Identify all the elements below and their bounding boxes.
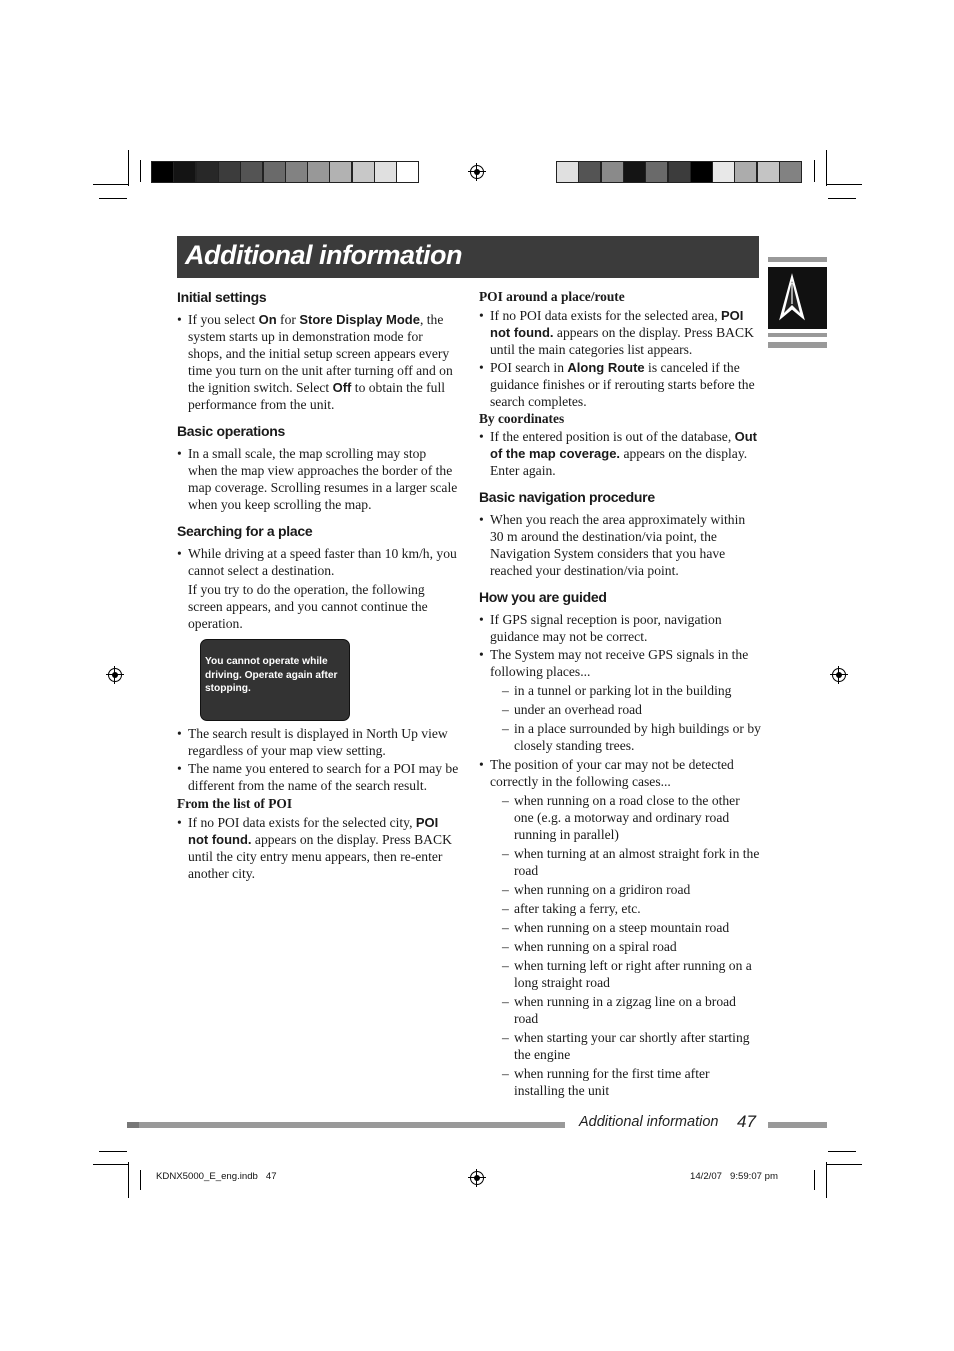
crop-mark xyxy=(140,1170,141,1190)
color-swatch xyxy=(712,161,735,183)
text: POI search in xyxy=(490,360,568,375)
dash-item: – when starting your car shortly after starting the engine xyxy=(502,1029,761,1063)
color-swatch xyxy=(285,161,308,183)
list-item xyxy=(177,545,459,632)
registration-mark-icon xyxy=(108,668,122,682)
color-swatch xyxy=(578,161,601,183)
side-tab xyxy=(768,257,827,348)
left-column-lower xyxy=(177,725,459,882)
sub-heading: POI around a place/route xyxy=(479,289,625,304)
dash-item: – after taking a ferry, etc. xyxy=(502,900,761,917)
section-heading: Searching for a place xyxy=(177,523,313,539)
crop-mark xyxy=(814,1170,815,1190)
footer-bar-left-dark xyxy=(127,1122,139,1128)
list-item xyxy=(479,359,761,410)
title-bar xyxy=(177,236,759,278)
crop-mark xyxy=(814,160,815,182)
footer-bar-right xyxy=(768,1122,827,1128)
color-swatch xyxy=(757,161,780,183)
ui-term: Out of the map coverage. xyxy=(490,429,758,461)
color-swatch xyxy=(690,161,713,183)
dash-item: – in a tunnel or parking lot in the building xyxy=(502,682,761,699)
ui-term: Along Route xyxy=(567,360,645,375)
section-heading: Basic navigation procedure xyxy=(479,489,655,505)
registration-mark-icon xyxy=(470,165,484,179)
sub-heading: From the list of POI xyxy=(177,796,293,811)
crop-mark xyxy=(826,150,827,186)
color-swatch xyxy=(668,161,691,183)
dash-item: – when running on a spiral road xyxy=(502,938,761,955)
dash-item: – when running on a gridiron road xyxy=(502,881,761,898)
text: appears on the display. Enter again. xyxy=(490,446,748,478)
places-list xyxy=(479,682,761,754)
cases-list xyxy=(479,792,761,1099)
screen-message: You cannot operate while driving. Operate again after stopping. xyxy=(205,656,338,694)
ui-term: Off xyxy=(332,380,352,395)
section-heading: How you are guided xyxy=(479,589,607,605)
crop-mark xyxy=(93,1164,129,1165)
color-swatch xyxy=(623,161,646,183)
dash-item: – in a place surrounded by high buildings or by closely standing trees. xyxy=(502,720,761,754)
list-item: • The name you entered to search for a POI may be different from the name of the search result. xyxy=(177,760,459,794)
text: , the system starts up in demonstration mode for shops, and the initial setup screen appears every time you turn on the unit after turning off and on the ignition switch. Select xyxy=(188,312,453,395)
dash-item: – when running on a road close to the other one (e.g. a motorway and ordinary road running in parallel) xyxy=(502,792,761,843)
list-item xyxy=(177,311,459,413)
color-swatch xyxy=(263,161,286,183)
section-heading: Initial settings xyxy=(177,289,267,305)
ui-term: POI not found. xyxy=(490,308,744,340)
color-swatch xyxy=(601,161,624,183)
text: is canceled if the guidance finishes or if rerouting starts before the search completes. xyxy=(490,360,755,409)
text: If no POI data exists for the selected area, xyxy=(490,308,722,323)
right-column xyxy=(479,288,761,1099)
crop-mark xyxy=(128,150,129,186)
ui-term: Store Display Mode xyxy=(299,312,420,327)
ui-term: On xyxy=(258,312,277,327)
registration-mark-icon xyxy=(470,1171,484,1185)
crop-mark xyxy=(828,1151,856,1152)
list-item xyxy=(479,307,761,358)
crop-mark xyxy=(128,1162,129,1198)
dash-item: – when turning left or right after running on a long straight road xyxy=(502,957,761,991)
ui-term: POI not found. xyxy=(188,815,439,847)
crop-mark xyxy=(140,160,141,182)
color-swatch xyxy=(307,161,330,183)
text: appears on the display. Press BACK until the city entry menu appears, then re-enter another city. xyxy=(188,832,452,881)
page-title: Additional information xyxy=(185,240,462,270)
footer-bar-left xyxy=(127,1122,565,1128)
color-swatch xyxy=(352,161,375,183)
navigation-arrow-icon xyxy=(778,273,806,323)
dash-item: – when running in a zigzag line on a broad road xyxy=(502,993,761,1027)
list-item: • The System may not receive GPS signals in the following places... xyxy=(479,646,761,680)
color-swatch xyxy=(556,161,579,183)
color-swatch xyxy=(218,161,241,183)
text: If the entered position is out of the database, xyxy=(490,429,735,444)
list-item: • If GPS signal reception is poor, navigation guidance may not be correct. xyxy=(479,611,761,645)
text: If you try to do the operation, the following screen appears, and you cannot continue the operation. xyxy=(188,582,428,631)
crop-mark xyxy=(826,1164,862,1165)
print-timestamp: 14/2/07 9:59:07 pm xyxy=(690,1171,779,1182)
text: to obtain the full performance from the unit. xyxy=(188,380,446,412)
text: for xyxy=(276,312,300,327)
color-swatch xyxy=(396,161,419,183)
list-item: • The position of your car may not be detected correctly in the following cases... xyxy=(479,756,761,790)
text: • While driving at a speed faster than 10 km/h, you cannot select a destination. xyxy=(188,546,457,578)
list-item: • In a small scale, the map scrolling may stop when the map view approaches the border of the map coverage. Scrolling resumes in a larger scale when you keep scrolling the map. xyxy=(177,445,459,513)
crop-mark xyxy=(828,198,856,199)
file-name: KDNX5000_E_eng.indb 47 xyxy=(156,1171,277,1182)
footer-section-label: Additional information xyxy=(579,1114,719,1130)
list-item: • When you reach the area approximately within 30 m around the destination/via point, the Navigation System considers that you have reached your destination/via point. xyxy=(479,511,761,579)
sub-heading: By coordinates xyxy=(479,411,565,426)
dash-item: – when running on a steep mountain road xyxy=(502,919,761,936)
warning-screen xyxy=(200,639,350,721)
crop-mark xyxy=(99,1151,127,1152)
color-swatch xyxy=(329,161,352,183)
crop-mark xyxy=(99,198,127,199)
dash-item: – when running for the first time after installing the unit xyxy=(502,1065,761,1099)
dash-item: – when turning at an almost straight fork in the road xyxy=(502,845,761,879)
color-swatch xyxy=(779,161,802,183)
text: appears on the display. Press BACK until the main categories list appears. xyxy=(490,325,754,357)
crop-mark xyxy=(826,1162,827,1198)
page-number: 47 xyxy=(737,1112,756,1131)
registration-mark-icon xyxy=(832,668,846,682)
list-item xyxy=(177,814,459,882)
text: If no POI data exists for the selected city, xyxy=(188,815,416,830)
crop-mark xyxy=(826,184,862,185)
list-item: • The search result is displayed in North Up view regardless of your map view setting. xyxy=(177,725,459,759)
color-swatch xyxy=(240,161,263,183)
color-swatch xyxy=(151,161,174,183)
color-swatch xyxy=(196,161,219,183)
left-column xyxy=(177,289,459,632)
list-item xyxy=(479,428,761,479)
color-swatch xyxy=(374,161,397,183)
color-swatch xyxy=(645,161,668,183)
dash-item: – under an overhead road xyxy=(502,701,761,718)
color-swatch xyxy=(173,161,196,183)
section-heading: Basic operations xyxy=(177,423,286,439)
text: If you select xyxy=(188,312,259,327)
color-swatch xyxy=(734,161,757,183)
crop-mark xyxy=(93,184,129,185)
